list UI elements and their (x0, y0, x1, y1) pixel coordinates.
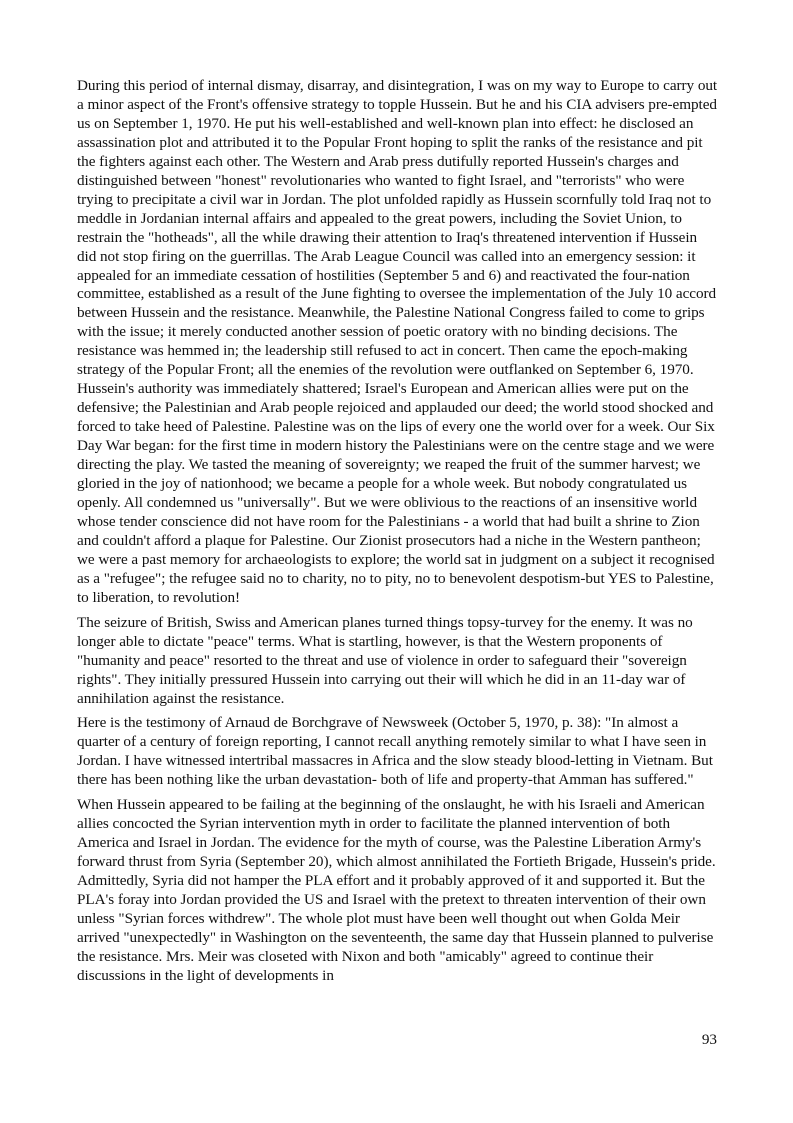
paragraph-4: When Hussein appeared to be failing at the beginning of the onslaught, he with his Israeli and American allies concocted the Syrian intervention myth in order to facilitate the planned intervention of both America and Israel in Jordan. The evidence for the myth of course, was the Palestine Liberation Army's forward thrust from Syria (September 20), which almost annihilated the Fortieth Brigade, Hussein's pride. Admittedly, Syria did not hamper the PLA effort and it probably approved of it and supported it. But the PLA's foray into Jordan provided the US and Israel with the pretext to threaten intervention of their own unless "Syrian forces withdrew". The whole plot must have been well thought out when Golda Meir arrived "unexpectedly" in Washington on the seventeenth, the same day that Hussein planned to pulverise the resistance. Mrs. Meir was closeted with Nixon and both "amicably" agreed to continue their discussions in the light of developments in (77, 796, 716, 984)
paragraph-3: Here is the testimony of Arnaud de Borchgrave of Newsweek (October 5, 1970, p. 38): "In almost a quarter of a century of foreign reporting, I cannot recall anything remotely similar to what I have seen in Jordan. I have witnessed intertribal massacres in Africa and the slow steady blood-letting in Vietnam. But there has been nothing like the urban devastation- both of life and property-that Amman has suffered." (77, 714, 713, 789)
paragraph-2: The seizure of British, Swiss and American planes turned things topsy-turvey for the enemy. It was no longer able to dictate "peace" terms. What is startling, however, is that the Western proponents of "humanity and peace" resorted to the threat and use of violence in order to safeguard their "sovereign rights". They initially pressured Hussein into carrying out their will which he did in an 11-day war of annihilation against the resistance. (77, 613, 693, 707)
paragraph-1: During this period of internal dismay, disarray, and disintegration, I was on my way to Europe to carry out a minor aspect of the Front's offensive strategy to topple Hussein. But he and his CIA advisers pre-empted us on September 1, 1970. He put his well-established and well-known plan into effect: he disclosed an assassination plot and attributed it to the Popular Front hoping to split the ranks of the resistance and pit the fighters against each other. The Western and Arab press dutifully reported Hussein's charges and distinguished between "honest" revolutionaries who wanted to fight Israel, and "terrorists" who were trying to precipitate a civil war in Jordan. The plot unfolded rapidly as Hussein scornfully told Iraq not to meddle in Jordanian internal affairs and appealed to the great powers, including the Soviet Union, to restrain the "hotheads", all the while drawing their attention to Iraq's threatened intervention if Hussein did not stop firing on the guerrillas. The Arab League Council was called into an emergency session: it appealed for an immediate cessation of hostilities (September 5 and 6) and reactivated the four-nation committee, established as a result of the June fighting to oversee the implementation of the July 10 accord between Hussein and the resistance. Meanwhile, the Palestine National Congress failed to come to grips with the issue; it merely conducted another session of poetic oratory with no binding decisions. The resistance was hemmed in; the leadership still refused to act in concert. Then came the epoch-making strategy of the Popular Front; all the enemies of the revolution were outflanked on September 6, 1970. Hussein's authority was immediately shattered; Israel's European and American allies were put on the defensive; the Palestinian and Arab people rejoiced and applauded our deed; the world stood shocked and forced to take heed of Palestine. Palestine was on the lips of every one the world over for a week. Our Six Day War began: for the first time in modern history the Palestinians were on the centre stage and we were directing the play. We tasted the meaning of sovereignty; we reaped the fruit of the summer harvest; we gloried in the joy of nationhood; we became a people for a whole week. But nobody congratulated us openly. All condemned us "universally". But we were oblivious to the reactions of an insensitive world whose tender conscience did not have room for the Palestinians - a world that had built a shrine to Zion and couldn't afford a plaque for Palestine. Our Zionist prosecutors had a niche in the Western pantheon; we were a past memory for archaeologists to explore; the world sat in judgment on a subject it recognised as a "refugee"; the refugee said no to charity, no to pity, no to benevolent despotism-but YES to Palestine, to liberation, to revolution! (77, 77, 718, 606)
document-page (77, 77, 719, 1077)
page-number: 93 (701, 1031, 717, 1048)
